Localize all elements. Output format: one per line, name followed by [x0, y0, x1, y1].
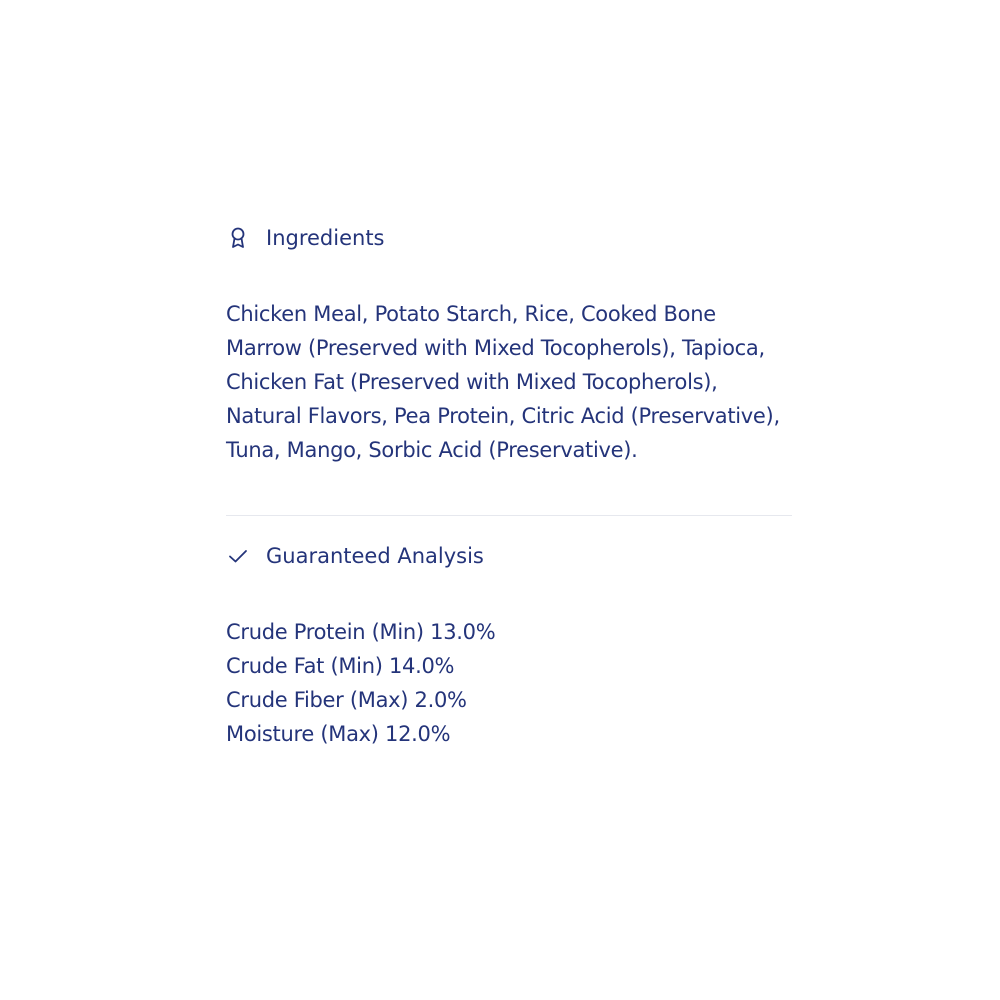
analysis-header — [226, 540, 792, 572]
analysis-list — [226, 615, 792, 751]
product-info-panel — [226, 222, 792, 751]
analysis-item-crude-fiber: Crude Fiber (Max) 2.0% — [226, 688, 467, 712]
analysis-item-crude-protein: Crude Protein (Min) 13.0% — [226, 620, 496, 644]
award-ribbon-icon — [226, 226, 250, 250]
section-divider — [226, 515, 792, 516]
ingredients-header — [226, 222, 792, 254]
ingredients-title: Ingredients — [266, 226, 385, 250]
analysis-title: Guaranteed Analysis — [266, 544, 484, 568]
checkmark-icon — [226, 544, 250, 568]
analysis-item-moisture: Moisture (Max) 12.0% — [226, 722, 451, 746]
analysis-item-crude-fat: Crude Fat (Min) 14.0% — [226, 654, 455, 678]
ingredients-text: Chicken Meal, Potato Starch, Rice, Cooked Bone Marrow (Preserved with Mixed Tocopherols), Tapioca, Chicken Fat (Preserved with Mixed Tocopherols), Natural Flavors, Pea Protein, Citric Acid (Preservative), Tuna, Mango, Sorbic Acid (Preservative). — [226, 302, 780, 462]
